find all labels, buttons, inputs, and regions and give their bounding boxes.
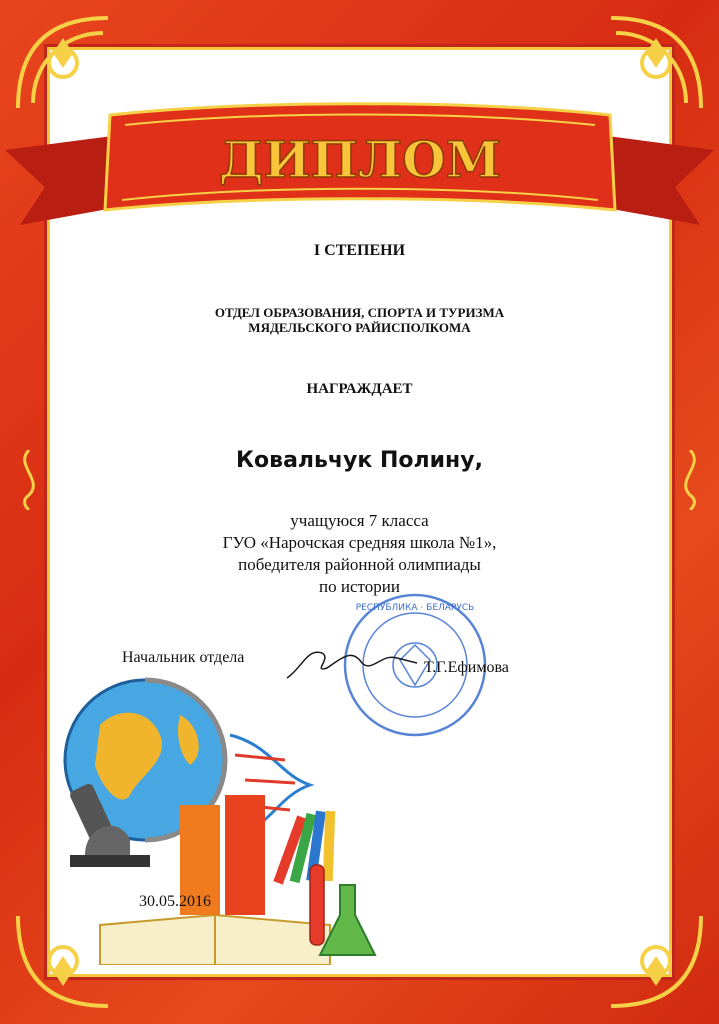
issuer-line-2: МЯДЕЛЬСКОГО РАЙИСПОЛКОМА: [248, 320, 471, 335]
flask-icon: [310, 865, 375, 955]
signer-name: Т.Г.Ефимова: [424, 659, 509, 676]
corner-ornament-bottom-right-icon: [601, 906, 711, 1016]
awards-label: НАГРАЖДАЕТ: [306, 381, 413, 397]
title-ribbon: [0, 95, 719, 245]
degree-label: I СТЕПЕНИ: [313, 242, 406, 259]
stamp-outer-text: РЕСПУБЛИКА · БЕЛАРУСЬ: [355, 603, 475, 613]
recipient-name: Ковальчук Полину,: [236, 448, 483, 473]
issuer: [0, 305, 719, 335]
description-line-1: учащуюся 7 класса: [290, 511, 429, 530]
award-description: [0, 510, 719, 598]
issuer-line-1: ОТДЕЛ ОБРАЗОВАНИЯ, СПОРТА И ТУРИЗМА: [214, 305, 505, 320]
signer-title: Начальник отдела: [122, 649, 245, 666]
description-line-4: по истории: [319, 577, 400, 596]
award-date: 30.05.2016: [139, 893, 211, 910]
pencils-icon: [273, 811, 335, 885]
science-clipart: [40, 665, 390, 965]
diploma-title: ДИПЛОМ: [218, 130, 502, 189]
description-line-2: ГУО «Нарочская средняя школа №1»,: [222, 533, 497, 552]
description-line-3: победителя районной олимпиады: [238, 555, 481, 574]
